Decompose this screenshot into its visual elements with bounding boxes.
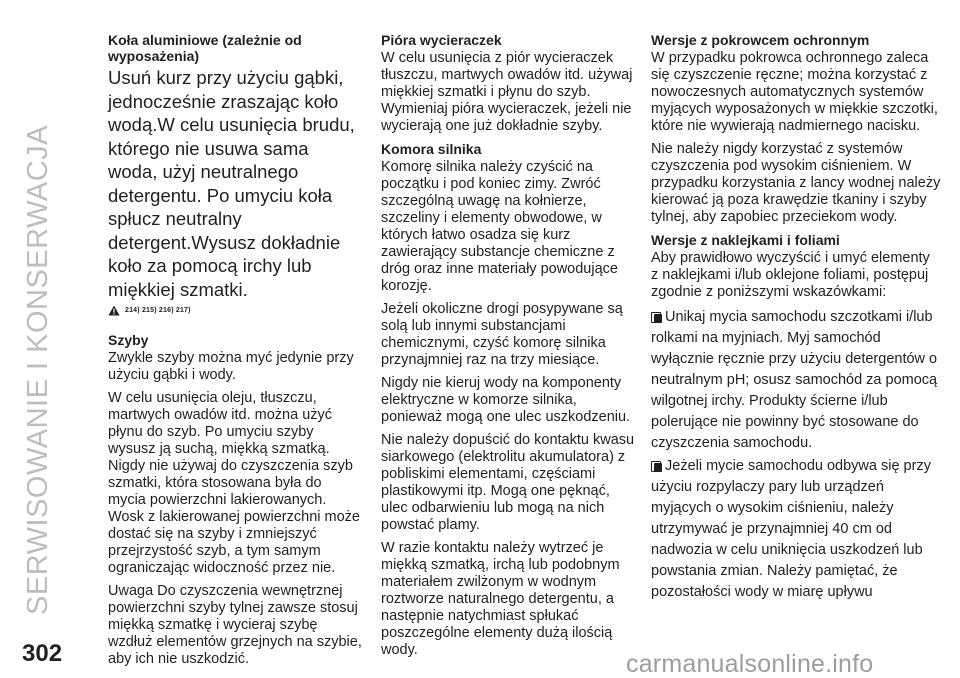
page-number: 302 [22,640,63,667]
engine-text-2: Jeżeli okoliczne drogi posypywane są solą lub innymi substancjami chemicznymi, czyść komorę silnika przynajmniej raz na trzy miesiące. [381,301,623,368]
cover-text-2: Nie należy nigdy korzystać z systemów czyszczenia pod wysokim ciśnieniem. W przypadku korzystania z lancy wodnej należy kierować ją poza krawędzie tkaniny i szyby tylnej, aby zapobiec przeciekom wody. [651,141,941,225]
bullet-text-2: Jeżeli mycie samochodu odbywa się przy użyciu rozpylaczy pary lub urządzeń myjących o wysokim ciśnieniu, należy utrzymywać je przynajmniej 40 cm od nadwozia w celu uniknięcia uszkodzeń lub powstania zmian. Należy pamiętać, że pozostałości wody w miarę upływu [651,458,931,600]
heading-wiper-blades: Pióra wycieraczek [381,32,502,48]
bullet-square-icon [651,311,662,323]
bullet-square-icon [651,460,662,472]
column-3 [651,32,941,605]
engine-text-1: Komorę silnika należy czyścić na początku i pod koniec zimy. Zwróć szczególną uwagę na kołnierze, szczeliny i elementy obwodowe, w których łatwo osadza się kurz zawierający substancje chemiczne z dróg oraz inne materiały powodujące korozję. [381,159,618,294]
wiper-blades-text: W celu usunięcia z piór wycieraczek tłuszczu, martwych owadów itd. używaj miękkiej szmatki i płynu do szyb. Wymieniaj pióra wycieraczek, jeżeli nie wycierają one już dokładnie szyby. [381,50,633,134]
heading-engine-compartment: Komora silnika [381,141,482,157]
bullet-item [651,456,941,603]
heading-protective-cover: Wersje z pokrowcem ochronnym [651,32,870,48]
bullet-item [651,307,941,454]
stickers-bullets [651,307,941,603]
alloy-wheels-text: Usuń kurz przy użyciu gąbki, jednocześnie zraszając koło wodą.W celu usunięcia brudu, którego nie usuwa sama woda, użyj neutralnego detergentu. Po umyciu koła spłucz neutralny detergent.Wysusz dokładnie koło za pomocą irchy lub miękkiej szmatki. [108,67,355,300]
windows-note: Uwaga Do czyszczenia wewnętrznej powierzchni szyby tylnej zawsze stosuj miękką szmatkę i wycieraj szybę wzdłuż elementów grzejnych na szybie, aby ich nie uszkodzić. [108,583,362,667]
windows-text-1: Zwykle szyby można myć jedynie przy użyciu gąbki i wody. [108,350,354,383]
section-title-vertical [14,15,62,615]
bullet-text-1: Unikaj mycia samochodu szczotkami i/lub rolkami na myjniach. Myj samochód wyłącznie ręcznie przy użyciu detergentów o neutralnym pH; osusz samochód za pomocą wilgotnej irchy. Produkty ścierne i/lub polerujące nie powinny być stosowane do czyszczenia samochodu. [651,309,938,451]
warning-references: 214) 215) 216) 217) [125,307,191,314]
heading-windows: Szyby [108,332,149,348]
engine-text-4: Nie należy dopuścić do kontaktu kwasu siarkowego (elektrolitu akumulatora) z pobliskimi elementami, częściami plastikowymi itp. Mogą one pęknąć, ulec odbarwieniu lub mogą na nich powstać plamy. [381,432,635,533]
heading-alloy-wheels: Koła aluminiowe (zależnie od wyposażenia) [108,32,302,64]
watermark: carmanualsonline.info [626,650,874,678]
warning-triangle-icon [108,305,120,316]
cover-text-1: W przypadku pokrowca ochronnego zaleca się czyszczenie ręczne; można korzystać z nowoczesnych automatycznych systemów myjących wyposażonych w miękkie szczotki, które nie wywierają nadmiernego nacisku. [651,50,938,134]
column-1 [108,32,363,674]
heading-stickers-foils: Wersje z naklejkami i foliami [651,232,840,248]
engine-text-3: Nigdy nie kieruj wody na komponenty elektryczne w komorze silnika, ponieważ mogą one ulec uszkodzeniu. [381,375,631,425]
warning-refs [108,305,363,316]
stickers-intro: Aby prawidłowo wyczyścić i umyć elementy z naklejkami i/lub oklejone foliami, postępuj zgodnie z poniższymi wskazówkami: [651,250,930,300]
column-2 [381,32,636,665]
section-title: SERWISOWANIE I KONSERWACJA [21,125,54,615]
windows-text-2: W celu usunięcia oleju, tłuszczu, martwych owadów itd. można użyć płynu do szyb. Po umyciu szyby wysusz ją suchą, miękką szmatką. Nigdy nie używaj do czyszczenia szyb szmatki, która stosowana była do mycia powierzchni lakierowanych. Wosk z lakierowanej powierzchni może dostać się na szyby i zmniejszyć przejrzystość szyb, a tym samym ograniczając widoczność przez nie. [108,390,360,576]
engine-text-5: W razie kontaktu należy wytrzeć je miękką szmatką, irchą lub podobnym materiałem zwilżonym w wodnym roztworze naturalnego detergentu, a następnie natychmiast spłukać poszczególne elementy dużą ilością wody. [381,540,620,658]
